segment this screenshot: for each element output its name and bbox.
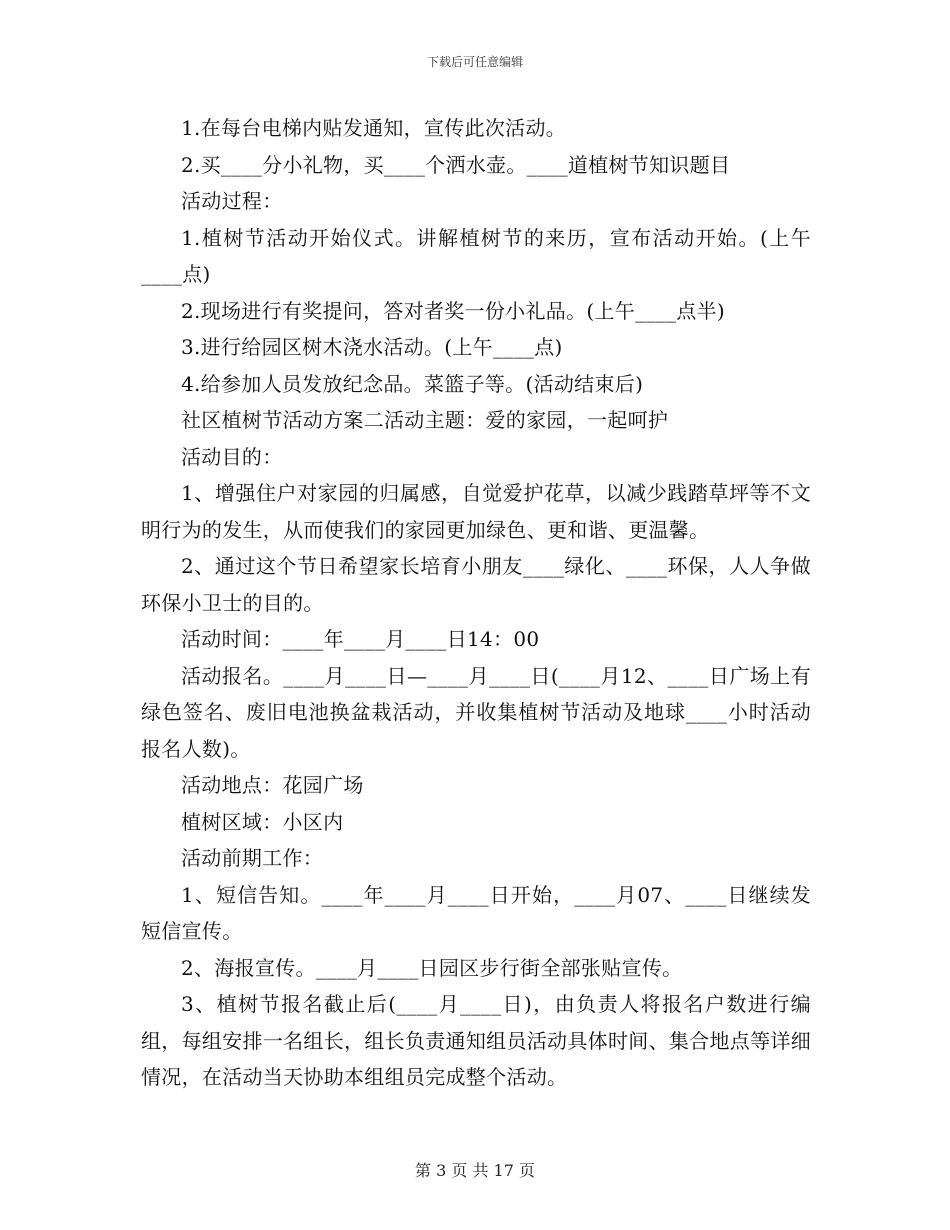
- paragraph: 活动过程：: [181, 189, 283, 213]
- paragraph: 3、植树节报名截止后(____月____日)，由负责人将报名户数进行编组，每组安排一名组长，组长负责通知组员活动具体时间、集合地点等详细情况，在活动当天协助本组组员完成整个活动。: [141, 992, 811, 1089]
- paragraph: 活动报名。____月____日—____月____日(____月12、____日广场上有绿色签名、废旧电池换盆栽活动，并收集植树节活动及地球____小时活动报名人数)。: [141, 663, 811, 761]
- paragraph: 活动前期工作：: [181, 846, 324, 870]
- paragraph: 1、短信告知。____年____月____日开始，____月07、____日继续发短信宣传。: [141, 882, 811, 943]
- page-header: 下载后可任意编辑: [426, 55, 523, 69]
- paragraph: 2.买____分小礼物，买____个洒水壶。____道植树节知识题目: [181, 152, 731, 177]
- paragraph: 社区植树节活动方案二活动主题：爱的家园，一起呵护: [181, 408, 669, 432]
- document-body: [141, 110, 811, 1096]
- paragraph: 活动目的：: [181, 444, 283, 469]
- paragraph: 活动地点：花园广场: [181, 773, 364, 797]
- paragraph: 1.在每台电梯内贴发通知，宣传此次活动。: [181, 116, 567, 140]
- paragraph: 2、通过这个节日希望家长培育小朋友____绿化、____环保，人人争做环保小卫士的目的。: [141, 554, 811, 615]
- paragraph: 2、海报宣传。____月____日园区步行街全部张贴宣传。: [181, 955, 683, 980]
- paragraph: 3.进行给园区树木浇水活动。(上午____点): [181, 335, 563, 359]
- paragraph: 活动时间：____年____月____日14：00: [181, 627, 540, 651]
- paragraph: 1、增强住户对家园的归属感，自觉爱护花草，以减少践踏草坪等不文明行为的发生，从而使我们的家园更加绿色、更和谐、更温馨。: [141, 481, 811, 542]
- paragraph: 2.现场进行有奖提问，答对者奖一份小礼品。(上午____点半): [181, 298, 725, 323]
- page-footer: 第 3 页 共 17 页: [415, 1161, 535, 1180]
- paragraph: 4.给参加人员发放纪念品。菜篮子等。(活动结束后): [181, 371, 644, 396]
- paragraph: 植树区域：小区内: [181, 809, 344, 834]
- paragraph: 1.植树节活动开始仪式。讲解植树节的来历，宣布活动开始。(上午____点): [141, 225, 811, 286]
